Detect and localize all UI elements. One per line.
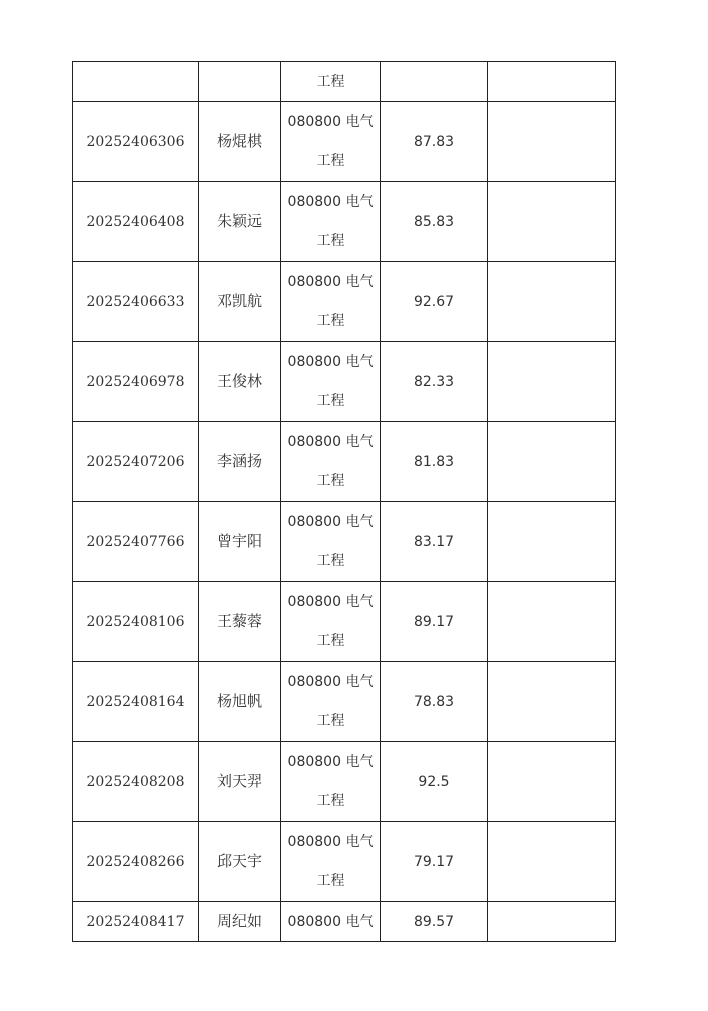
student-id: 20252407766 [86,533,185,550]
student-name: 王俊林 [216,372,262,390]
major-cell [281,262,381,342]
score: 81.83 [413,453,455,470]
major-line-1: 080800 电气 [287,353,374,370]
student-id: 20252406306 [86,133,185,150]
note-cell [488,262,616,342]
note-cell [488,902,616,942]
score-cell [381,102,488,182]
student-name: 王藜蓉 [216,612,262,630]
major-line-2: 工程 [316,632,345,649]
major-line-1: 080800 电气 [287,673,374,690]
student-id: 20252408266 [86,853,185,870]
major-line-2: 工程 [316,872,345,889]
name-cell [199,182,281,262]
name-cell [199,662,281,742]
table-row-truncated [73,902,616,942]
major-cell [281,662,381,742]
score: 92.67 [413,293,455,310]
major-line-1: 080800 电气 [287,833,374,850]
note-cell [488,822,616,902]
major-line-2: 工程 [316,312,345,329]
major-cell [281,502,381,582]
major-cell [281,182,381,262]
student-id-cell [73,62,199,102]
score: 85.83 [413,213,455,230]
major-line-1: 080800 电气 [287,273,374,290]
table-row [73,102,616,182]
student-id-cell [73,902,199,942]
score: 89.17 [413,613,455,630]
note-cell [488,742,616,822]
score: 83.17 [413,533,455,550]
score-cell [381,262,488,342]
student-name: 杨旭帆 [216,692,262,710]
student-id: 20252406978 [86,373,185,390]
major-cell [281,582,381,662]
student-name: 邓凯航 [216,292,262,310]
student-id-cell [73,102,199,182]
student-id-cell [73,262,199,342]
student-id: 20252408208 [86,773,185,790]
major-line-1: 080800 电气 [287,753,374,770]
major-line-1: 080800 电气 [287,593,374,610]
score: 92.5 [418,773,450,790]
table-row [73,182,616,262]
score-cell [381,662,488,742]
student-id-cell [73,502,199,582]
note-cell [488,502,616,582]
major-line-1: 080800 电气 [287,193,374,210]
major-line-2: 工程 [316,152,345,169]
major-line-2: 工程 [316,712,345,729]
score-cell [381,902,488,942]
table-row [73,822,616,902]
table-row [73,342,616,422]
table-row [73,502,616,582]
major-cell [281,422,381,502]
name-cell [199,62,281,102]
note-cell [488,102,616,182]
note-cell [488,62,616,102]
score: 79.17 [413,853,455,870]
table-row [73,422,616,502]
major-line-2: 工程 [316,392,345,409]
student-name: 周纪如 [216,912,262,930]
major-cell [281,822,381,902]
table-row [73,742,616,822]
score: 78.83 [413,693,455,710]
major-line-1: 080800 电气 [287,433,374,450]
score-table [72,61,616,942]
major-cell [281,902,381,942]
score-cell [381,422,488,502]
student-name: 刘天羿 [216,772,262,790]
student-name: 邱天宇 [216,852,262,870]
student-id-cell [73,822,199,902]
score: 89.57 [413,913,455,930]
major-line-1: 080800 电气 [287,513,374,530]
score-cell [381,182,488,262]
table-row [73,662,616,742]
name-cell [199,102,281,182]
score-cell [381,582,488,662]
student-id: 20252407206 [86,453,185,470]
name-cell [199,342,281,422]
score: 87.83 [413,133,455,150]
name-cell [199,262,281,342]
note-cell [488,182,616,262]
student-id-cell [73,582,199,662]
student-id: 20252408164 [86,693,185,710]
table-row [73,262,616,342]
student-id-cell [73,342,199,422]
note-cell [488,582,616,662]
note-cell [488,342,616,422]
note-cell [488,662,616,742]
student-id: 20252406408 [86,213,185,230]
major-cell [281,742,381,822]
major-line-1: 080800 电气 [287,113,374,130]
student-id: 20252408417 [86,913,185,930]
student-id-cell [73,422,199,502]
major-line-2: 工程 [316,73,345,90]
major-line-2: 工程 [316,792,345,809]
student-name: 李涵扬 [216,452,262,470]
major-line-2: 工程 [316,472,345,489]
student-id-cell [73,742,199,822]
major-line-2: 工程 [316,232,345,249]
score-cell [381,742,488,822]
student-id: 20252406633 [86,293,185,310]
table-row-continued [73,62,616,102]
note-cell [488,422,616,502]
name-cell [199,582,281,662]
major-cell [281,342,381,422]
major-line-1: 080800 电气 [287,913,374,930]
score-cell [381,342,488,422]
major-cell [281,102,381,182]
score-cell [381,62,488,102]
score-cell [381,502,488,582]
score-cell [381,822,488,902]
major-line-2: 工程 [316,552,345,569]
name-cell [199,902,281,942]
student-name: 朱颖远 [216,212,262,230]
name-cell [199,742,281,822]
student-name: 曾宇阳 [216,532,262,550]
score: 82.33 [413,373,455,390]
name-cell [199,422,281,502]
student-id-cell [73,182,199,262]
student-id-cell [73,662,199,742]
name-cell [199,822,281,902]
name-cell [199,502,281,582]
major-cell [281,62,381,102]
table-row [73,582,616,662]
student-name: 杨焜棋 [216,132,262,150]
student-id: 20252408106 [86,613,185,630]
